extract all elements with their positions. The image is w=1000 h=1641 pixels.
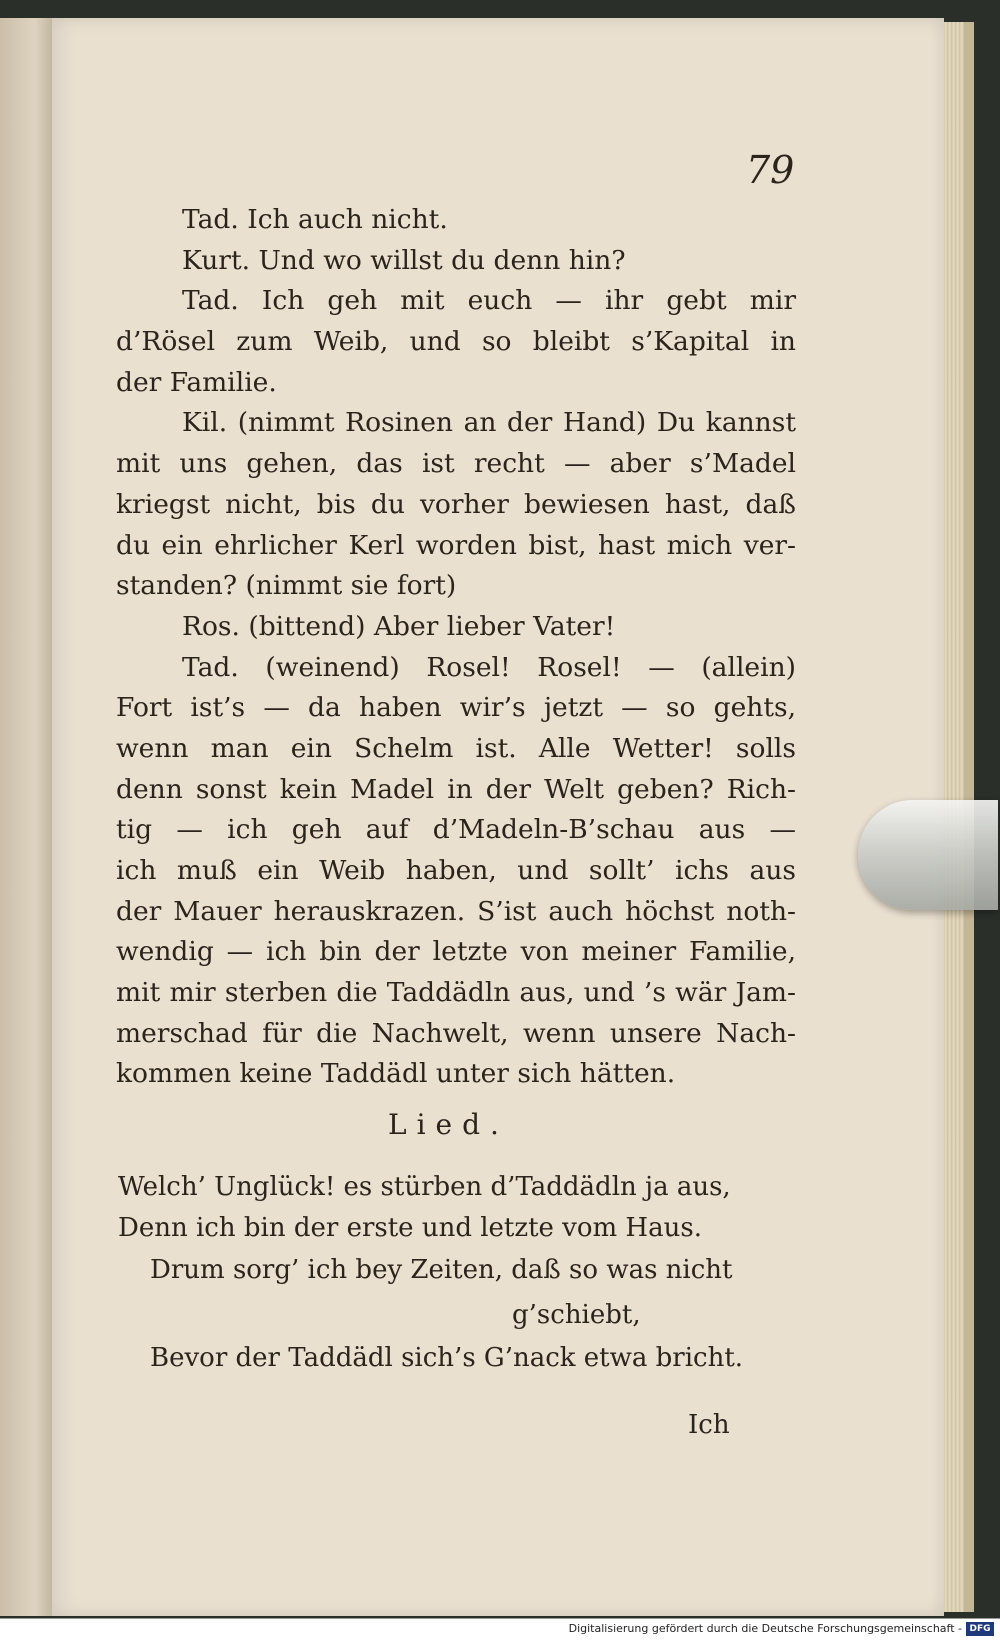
text-line: wenn man ein Schelm ist. Alle Wetter! solls xyxy=(116,732,796,764)
text-line: Fort ist’s — da haben wir’s jetzt — so gehts, xyxy=(116,692,796,724)
text-line: Ros. (bittend) Aber lieber Vater! xyxy=(182,610,616,642)
verse-line: Bevor der Taddädl sich’s G’nack etwa bricht. xyxy=(150,1343,744,1373)
verse-line-continuation: g’schiebt, xyxy=(512,1300,641,1330)
text-line: standen? (nimmt sie fort) xyxy=(116,570,457,602)
text-line: Tad. Ich auch nicht. xyxy=(182,204,448,235)
text-line: ich muß ein Weib haben, und sollt’ ichs aus xyxy=(116,855,796,886)
text-line: der Mauer herauskrazen. S’ist auch höchst noth- xyxy=(116,895,796,927)
page-number: 79 xyxy=(746,148,795,192)
text-line: der Familie. xyxy=(116,366,277,398)
verse-line: Denn ich bin der erste und letzte vom Haus. xyxy=(118,1213,702,1243)
dfg-logo-icon: DFG xyxy=(966,1622,994,1636)
text-line: mit uns gehen, das ist recht — aber s’Madel xyxy=(116,448,796,480)
text-line: merschad für die Nachwelt, wenn unsere Nach- xyxy=(116,1017,796,1049)
page-clip xyxy=(858,800,998,910)
song-title: Lied. xyxy=(388,1108,509,1141)
text-line: Kurt. Und wo willst du denn hin? xyxy=(182,244,626,276)
text-line: tig — ich geh auf d’Madeln-B’schau aus — xyxy=(116,814,796,846)
verse-line: Drum sorg’ ich bey Zeiten, daß so was nicht xyxy=(150,1255,733,1285)
footer-credit: Digitalisierung gefördert durch die Deutsche Forschungsgemeinschaft - xyxy=(568,1622,962,1635)
facing-page-edge xyxy=(0,18,60,1616)
text-line: kommen keine Taddädl unter sich hätten. xyxy=(116,1058,676,1090)
text-line: kriegst nicht, bis du vorher bewiesen hast, daß xyxy=(116,488,796,520)
text-line: wendig — ich bin der letzte von meiner Familie, xyxy=(116,936,796,968)
text-line: d’Rösel zum Weib, und so bleibt s’Kapital in xyxy=(116,326,796,358)
catchword: Ich xyxy=(688,1410,730,1440)
text-line: mit mir sterben die Taddädln aus, und ’s wär Jam- xyxy=(116,977,796,1009)
verse-line: Welch’ Unglück! es stürben d’Taddädln ja aus, xyxy=(118,1172,731,1202)
body-text xyxy=(116,200,796,1095)
text-line: Tad. (weinend) Rosel! Rosel! — (allein) xyxy=(182,651,796,683)
text-line: du ein ehrlicher Kerl worden bist, hast mich ver- xyxy=(116,529,796,561)
text-line: Kil. (nimmt Rosinen an der Hand) Du kannst xyxy=(182,407,796,439)
text-line: denn sonst kein Madel in der Welt geben? Rich- xyxy=(116,773,796,805)
text-line: Tad. Ich geh mit euch — ihr gebt mir xyxy=(182,285,796,317)
digitization-footer xyxy=(0,1618,1000,1641)
